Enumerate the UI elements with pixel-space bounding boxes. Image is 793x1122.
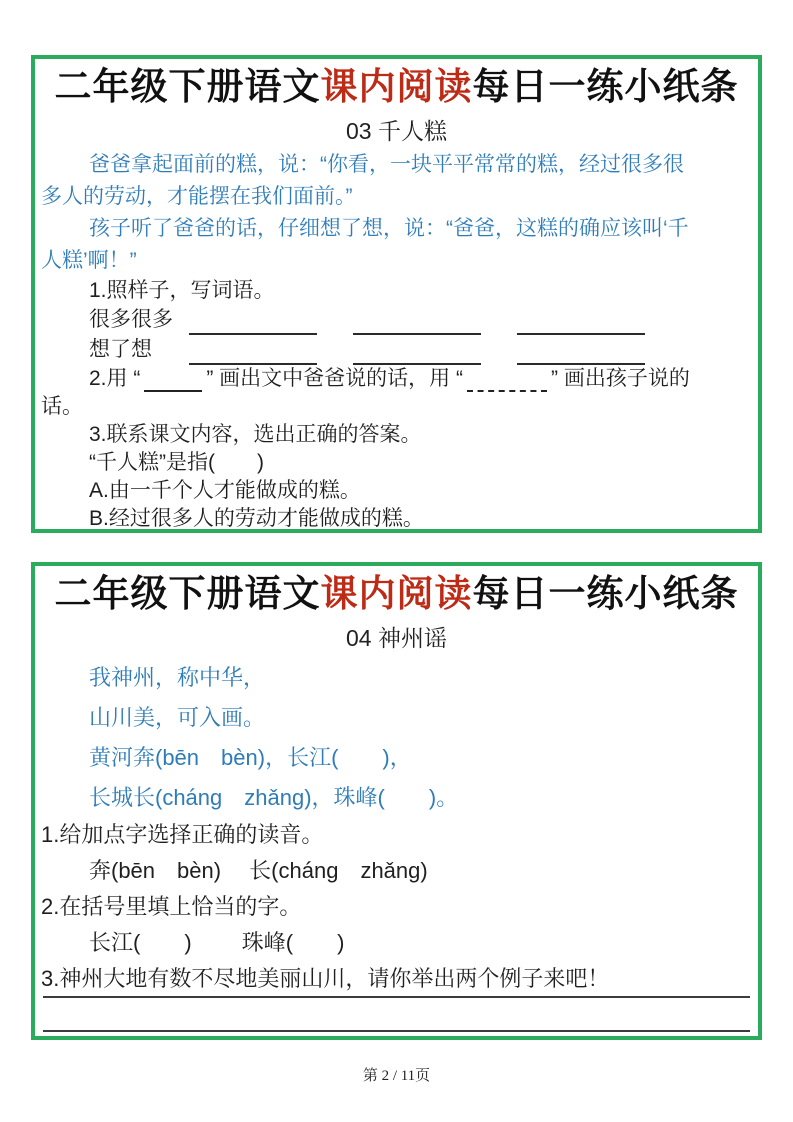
example-word: 很多很多 xyxy=(89,308,173,331)
lesson-heading: 04 神州谣 xyxy=(346,625,447,651)
reading-passage xyxy=(41,149,752,277)
question-3: 3.联系课文内容，选出正确的答案。 xyxy=(89,423,422,446)
poem-line: 我神州，称中华， xyxy=(89,665,266,690)
question-2-wrap: 话。 xyxy=(41,395,83,418)
fill-blank-line xyxy=(517,351,645,365)
title-prefix: 二年级下册语文 xyxy=(54,574,321,615)
poem-line: 山川美，可入画。 xyxy=(89,705,266,730)
solid-underline-blank xyxy=(144,380,202,392)
passage-line: 孩子听了爸爸的话，仔细想了想，说：“爸爸，这糕的确应该叫‘千 xyxy=(89,217,689,240)
title-suffix: 每日一练小纸条 xyxy=(472,574,739,615)
answer-writing-line xyxy=(43,996,750,998)
answer-writing-line xyxy=(43,1030,750,1032)
question-1: 1.给加点字选择正确的读音。 xyxy=(41,822,324,847)
fill-blank-line xyxy=(189,321,317,335)
poem-line: 黄河奔(bēn bèn)，长江( )， xyxy=(89,745,412,770)
title-highlight: 课内阅读 xyxy=(320,574,473,615)
question-2-text: ” 画出孩子说的 xyxy=(551,367,690,390)
question-2-text: 2.用 “ xyxy=(89,367,141,390)
dashed-underline-blank xyxy=(467,380,547,392)
example-word: 想了想 xyxy=(89,338,152,361)
fill-blank-line xyxy=(517,321,645,335)
question-1: 1.照样子，写词语。 xyxy=(89,279,275,302)
worksheet-card-03 xyxy=(31,55,762,533)
card-title xyxy=(41,572,752,618)
card-title xyxy=(41,65,752,111)
title-highlight: 课内阅读 xyxy=(320,67,473,108)
bracket-fill-row: 长江( ) 珠峰( ) xyxy=(89,930,345,955)
passage-line: 人糕’啊！” xyxy=(41,249,137,272)
poem-line: 长城长(cháng zhǎng)，珠峰( )。 xyxy=(89,785,459,810)
worksheet-card-04 xyxy=(31,562,762,1040)
passage-line: 多人的劳动，才能摆在我们面前。” xyxy=(41,185,353,208)
fill-blank-line xyxy=(189,351,317,365)
fill-blank-line xyxy=(353,351,481,365)
question-2 xyxy=(41,365,752,393)
word-example-row xyxy=(41,305,752,335)
passage-line: 爸爸拿起面前的糕，说：“你看，一块平平常常的糕，经过很多很 xyxy=(89,153,684,176)
title-prefix: 二年级下册语文 xyxy=(54,67,321,108)
option-b: B.经过很多人的劳动才能做成的糕。 xyxy=(89,507,424,530)
question-3-stem: “千人糕”是指( ) xyxy=(89,451,264,474)
pinyin-choices-row: 奔(bēn bèn) 长(cháng zhǎng) xyxy=(89,858,428,883)
fill-blank-line xyxy=(353,321,481,335)
lesson-heading: 03 千人糕 xyxy=(346,118,447,144)
question-2: 2.在括号里填上恰当的字。 xyxy=(41,894,302,919)
word-example-row xyxy=(41,335,752,365)
poem-text xyxy=(41,658,752,818)
title-suffix: 每日一练小纸条 xyxy=(472,67,739,108)
question-2-text: ” 画出文中爸爸说的话，用 “ xyxy=(206,367,463,390)
page-number-footer: 第 2 / 11页 xyxy=(362,1068,431,1084)
option-a: A.由一千个人才能做成的糕。 xyxy=(89,479,361,502)
question-3: 3.神州大地有数不尽地美丽山川，请你举出两个例子来吧！ xyxy=(41,966,610,991)
